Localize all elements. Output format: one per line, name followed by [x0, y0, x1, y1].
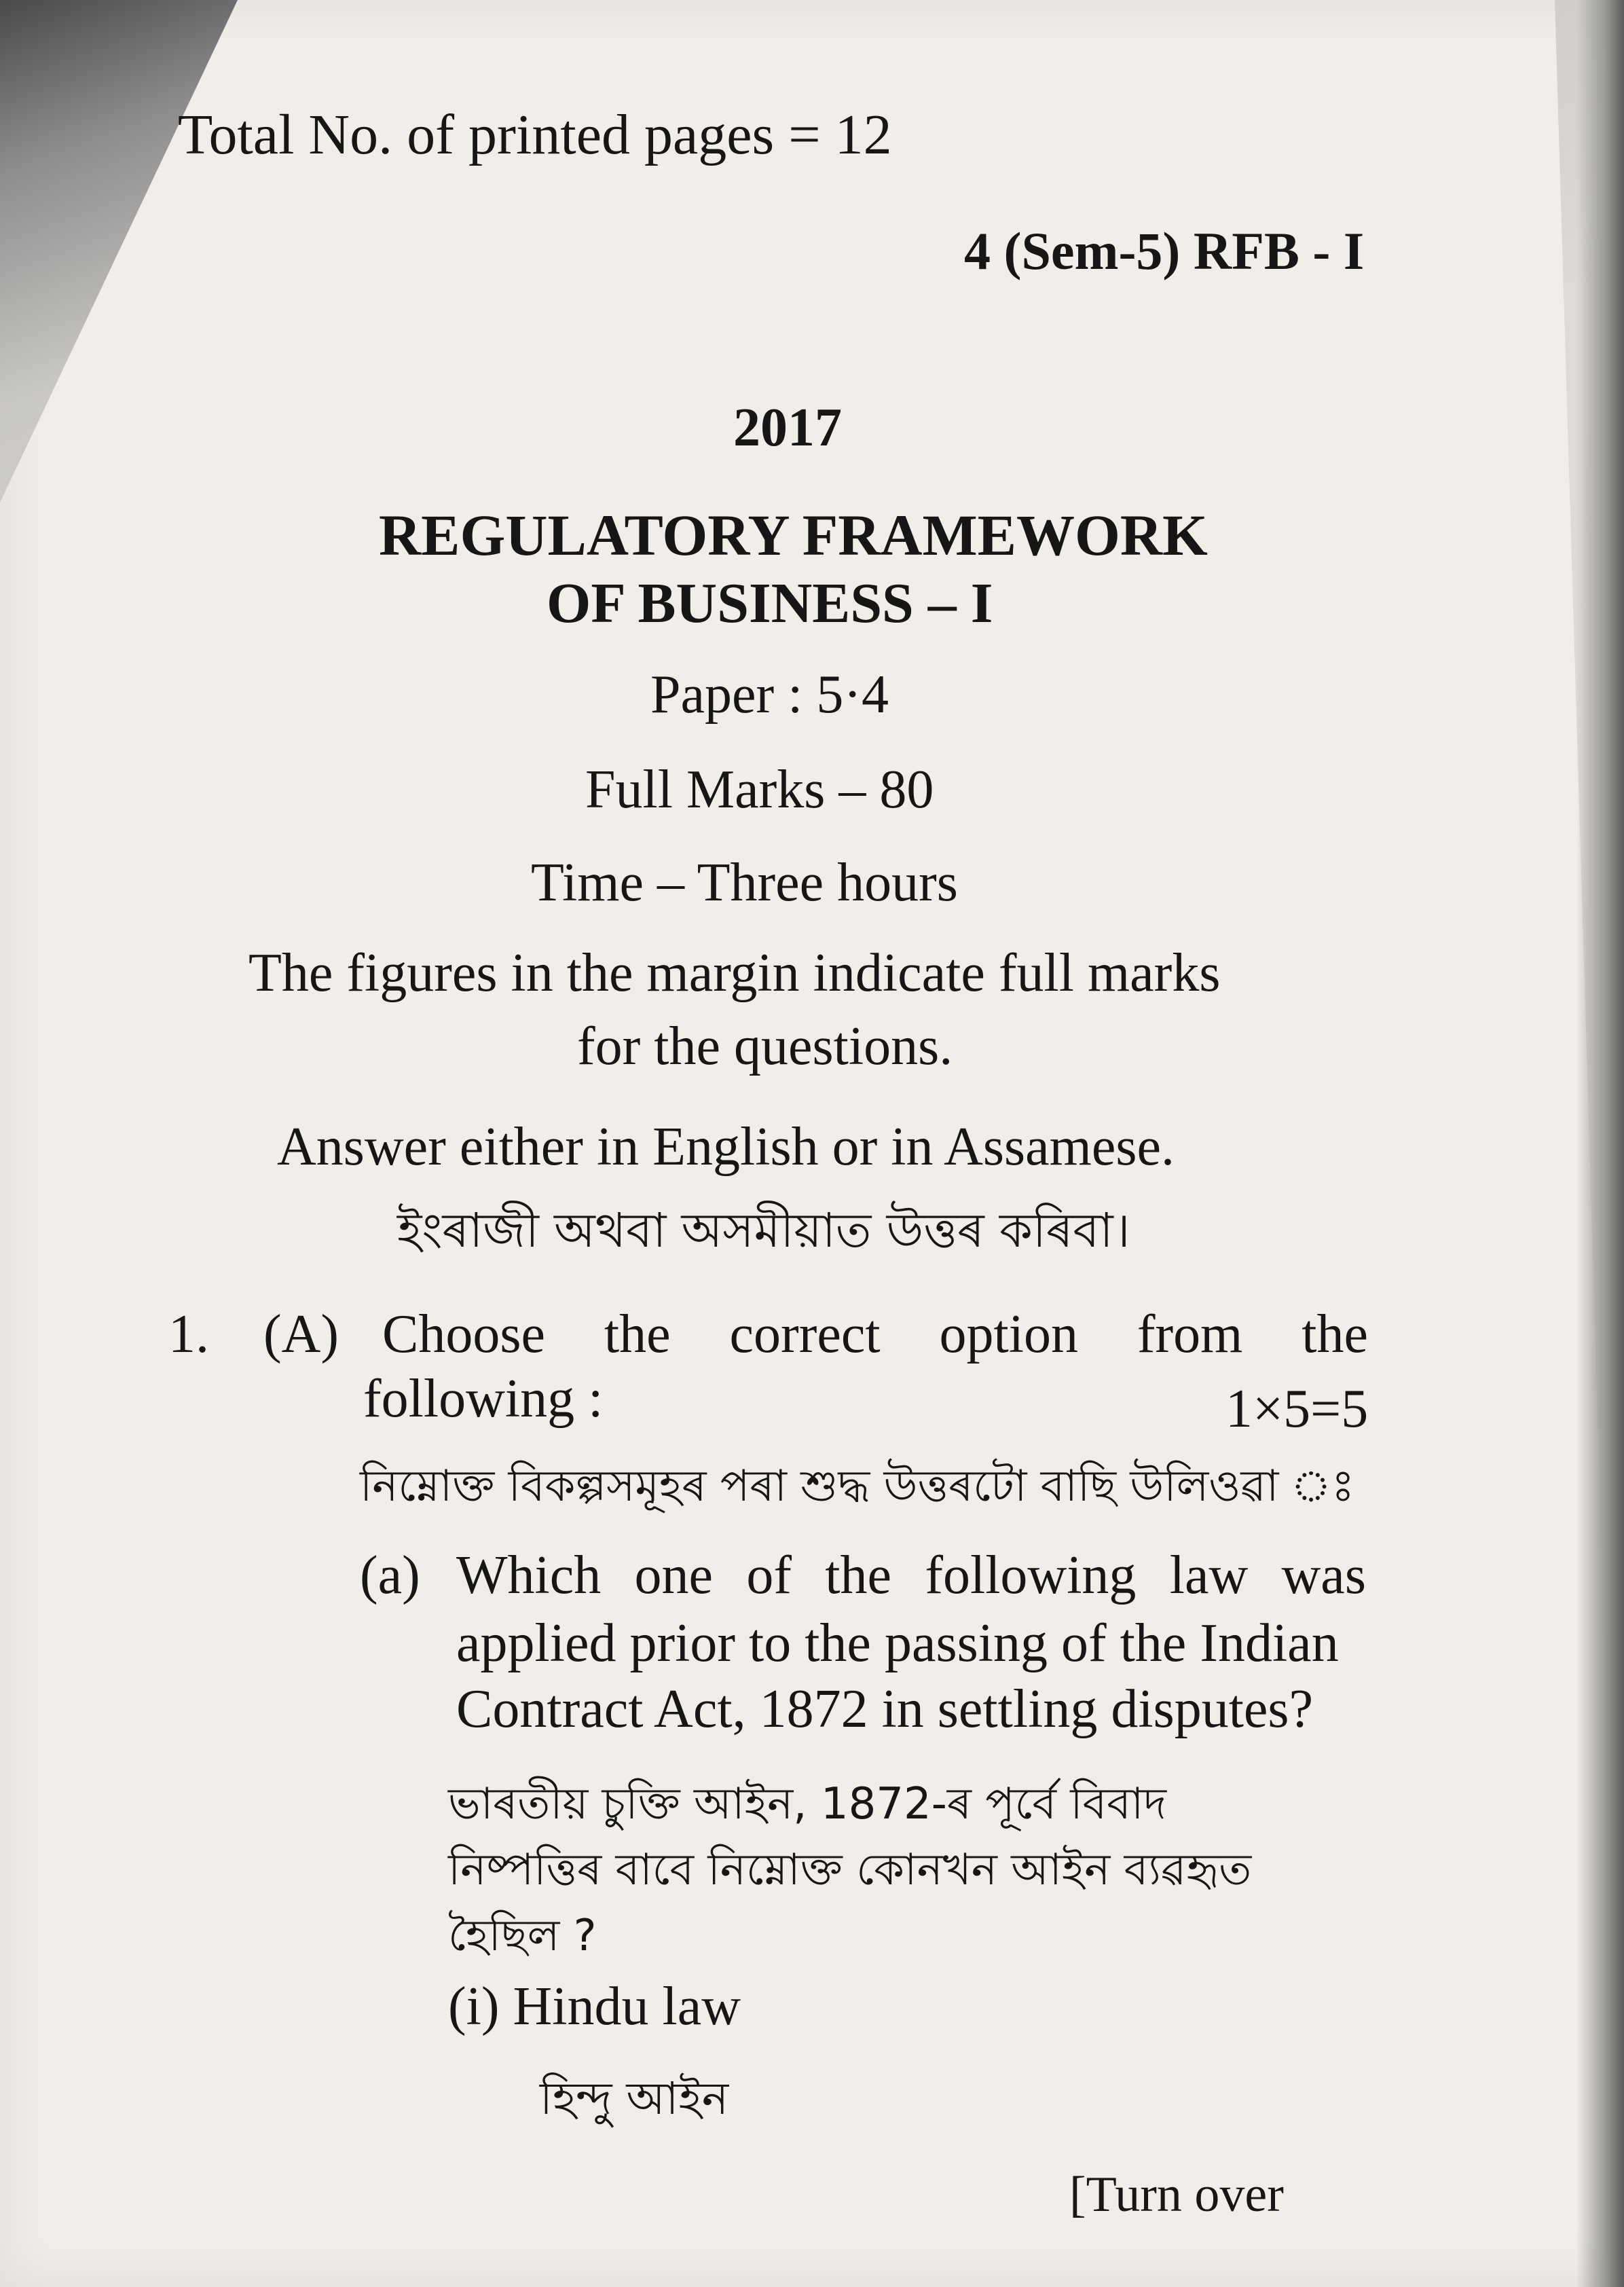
subquestion-as-line1: ভাৰতীয় চুক্তি আইন, 1872-ৰ পূৰ্বে বিবাদ — [448, 1779, 1167, 1829]
word: Which — [456, 1545, 602, 1605]
instruction-language-en: Answer either in English or in Assamese. — [277, 1117, 1175, 1177]
subquestion-line3: Contract Act, 1872 in settling disputes? — [456, 1679, 1314, 1739]
exam-title-line1: REGULATORY FRAMEWORK — [379, 502, 1208, 568]
word: correct — [729, 1304, 881, 1364]
full-marks: Full Marks – 80 — [585, 760, 934, 820]
exam-title-line2: OF BUSINESS – I — [547, 572, 993, 635]
option-i-as: হিন্দু আইন — [540, 2072, 729, 2125]
word: the — [604, 1304, 671, 1364]
word: Choose — [382, 1304, 545, 1364]
exam-time: Time – Three hours — [531, 853, 958, 913]
word: the — [1302, 1304, 1368, 1364]
subquestion-as-line2: নিষ্পত্তিৰ বাবে নিম্নোক্ত কোনখন আইন ব্যৱহৃত — [448, 1845, 1252, 1895]
word: following — [925, 1545, 1137, 1605]
word: from — [1137, 1304, 1243, 1364]
exam-year: 2017 — [733, 398, 842, 458]
subquestion-line1 — [456, 1545, 1366, 1607]
question-part-label: (A) — [263, 1304, 339, 1364]
question-line2: following : — [363, 1369, 604, 1429]
word: the — [825, 1545, 892, 1605]
subquestion-label: (a) — [360, 1545, 420, 1605]
question-marks: 1×5=5 — [1225, 1379, 1369, 1439]
word: was — [1281, 1545, 1366, 1605]
word: of — [746, 1545, 792, 1605]
instruction-figures-line1: The figures in the margin indicate full marks — [248, 943, 1221, 1003]
option-i: (i) Hindu law — [448, 1977, 741, 2036]
word: one — [634, 1545, 714, 1605]
question-line1 — [382, 1304, 1368, 1366]
word: law — [1169, 1545, 1249, 1605]
word: option — [939, 1304, 1078, 1364]
question-instruction-as: নিম্নোক্ত বিকল্পসমূহৰ পৰা শুদ্ধ উত্তৰটো বাছি উলিওৱা ঃ — [360, 1461, 1355, 1512]
paper-number: Paper : 5·4 — [650, 665, 889, 725]
question-number: 1. — [168, 1304, 209, 1364]
paper-code: 4 (Sem-5) RFB - I — [964, 221, 1365, 280]
subquestion-line2: applied prior to the passing of the Indian — [456, 1613, 1339, 1673]
page-edge-shadow — [1576, 0, 1624, 2287]
instruction-language-as: ইংৰাজী অথবা অসমীয়াত উত্তৰ কৰিবা। — [397, 1203, 1130, 1258]
total-pages-note: Total No. of printed pages = 12 — [178, 103, 892, 166]
instruction-figures-line2: for the questions. — [577, 1017, 953, 1076]
turn-over-note: [Turn over — [1069, 2167, 1284, 2222]
subquestion-as-line3: হৈছিল ? — [448, 1911, 597, 1961]
